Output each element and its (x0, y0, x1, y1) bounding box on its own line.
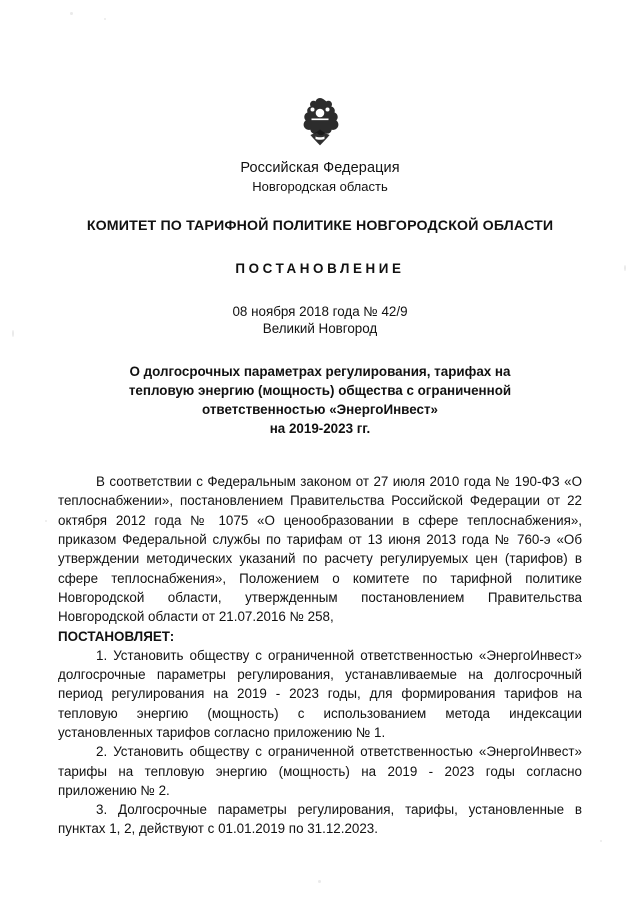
clause-paragraph-2: 2. Установить обществу с ограниченной ответственностью «ЭнергоИнвест» тарифы на тепловую энергию (мощность) на 2019 - 2023 годы согласно приложению № 2. (58, 744, 582, 798)
scan-artifact (70, 12, 73, 15)
scan-artifact (318, 880, 321, 883)
city-name: Великий Новгород (262, 321, 378, 336)
preamble-paragraph: В соответствии с Федеральным законом от 27 июля 2010 года № 190-ФЗ «О теплоснабжении», постановлением Правительства Российской Федерации от 22 октября 2012 года № 1075 «О ценообразовании в сфере теплоснабжения», приказом Федеральной службы по тарифам от 13 июня 2013 года № 760-э «Об утверждении методических указаний по расчету регулируемых цен (тарифов) в сфере теплоснабжения», Положением о комитете по тарифной политике Новгородской области, утвержденным постановлением Правительства Новгородской области от 21.07.2016 № 258, (58, 474, 582, 625)
coat-of-arms-icon (297, 96, 343, 148)
title-line: на 2019-2023 гг. (269, 421, 371, 437)
title-line: ответственностью «ЭнергоИнвест» (202, 402, 438, 418)
scan-artifact (45, 520, 47, 522)
document-type: ПОСТАНОВЛЕНИЕ (235, 261, 405, 276)
date-and-number: 08 ноября 2018 года № 42/9 (232, 304, 408, 319)
document-body (58, 472, 582, 839)
scan-artifact (624, 265, 626, 271)
resolves-label: ПОСТАНОВЛЯЕТ: (58, 628, 175, 644)
scan-artifact (12, 330, 14, 337)
region-name: Новгородская область (252, 179, 388, 194)
clause-paragraph-3: 3. Долгосрочные параметры регулирования, тарифы, установленные в пунктах 1, 2, действуют с 01.01.2019 по 31.12.2023. (58, 802, 582, 837)
title-line: О долгосрочных параметрах регулирования, тарифах на (129, 364, 511, 379)
scan-artifact (104, 18, 106, 20)
scan-artifact (600, 840, 602, 842)
document-title (58, 362, 582, 438)
clause-paragraph-1: 1. Установить обществу с ограниченной ответственностью «ЭнергоИнвест» долгосрочные параметры регулирования, устанавливаемые на долгосрочный период регулирования на 2019 - 2023 годы, для формирования тарифов на тепловую энергию (мощность) с использованием метода индексации установленных тарифов согласно приложению № 1. (58, 647, 582, 740)
committee-name: КОМИТЕТ ПО ТАРИФНОЙ ПОЛИТИКЕ НОВГОРОДСКОЙ ОБЛАСТИ (86, 218, 554, 234)
country-name: Российская Федерация (240, 160, 400, 176)
emblem-container (58, 0, 582, 153)
title-line: тепловую энергию (мощность) общества с ограниченной (128, 383, 512, 399)
